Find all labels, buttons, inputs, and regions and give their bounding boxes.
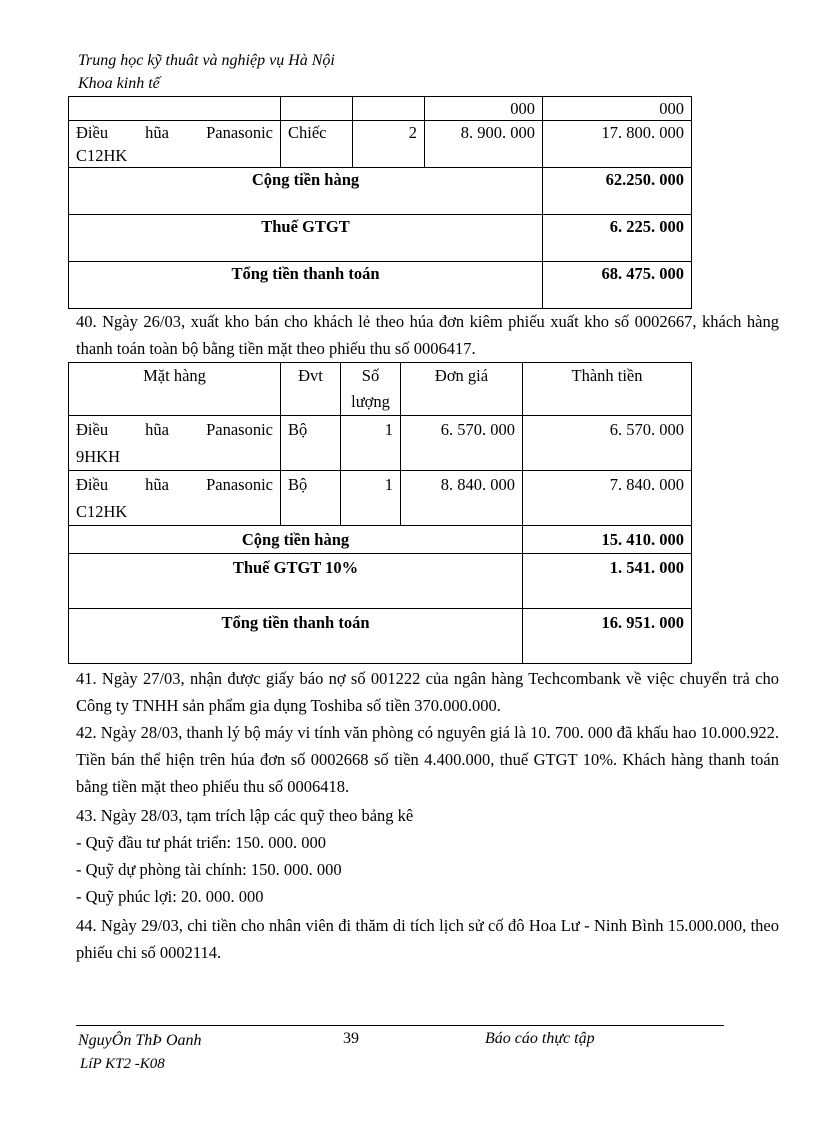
price-cell: 8. 840. 000 [401,471,523,526]
entry-44: 44. Ngày 29/03, chi tiền cho nhân viên đi thăm di tích lịch sử cố đô Hoa Lư - Ninh Bình 15.000.000, theo phiếu chi số 0002114. [76,916,779,962]
subtotal-row: Cộng tiền hàng 15. 410. 000 [69,526,692,554]
header-unit: Đvt [281,363,341,416]
table-row [69,121,692,168]
vat-row: Thuế GTGT 6. 225. 000 [69,215,692,262]
invoice-table-continued [68,96,692,309]
total-row: Tổng tiền thanh toán 68. 475. 000 [69,262,692,309]
item-cell: Điều hũa Panasonic C12HK [69,121,281,168]
header-item: Mặt hàng [69,363,281,416]
amount-cell: 7. 840. 000 [523,471,692,526]
fund-item: - Quỹ đầu tư phát triển: 150. 000. 000 [76,833,326,852]
header-price: Đơn giá [401,363,523,416]
qty-cell: 2 [353,121,425,168]
fund-item: - Quỹ phúc lợi: 20. 000. 000 [76,887,264,906]
price-cell: 000 [425,97,543,121]
amount-cell: 000 [543,97,692,121]
unit-cell: Bộ [281,416,341,471]
vat-row: Thuế GTGT 10% 1. 541. 000 [69,554,692,609]
amount-cell: 17. 800. 000 [543,121,692,168]
footer-divider [76,1025,724,1026]
subtotal-row: Cộng tiền hàng 62.250. 000 [69,168,692,215]
amount-cell: 6. 570. 000 [523,416,692,471]
qty-cell: 1 [341,416,401,471]
total-row: Tổng tiền thanh toán 16. 951. 000 [69,609,692,664]
entry-41: 41. Ngày 27/03, nhận được giấy báo nợ số 001222 của ngân hàng Techcombank về việc chuyển trả cho Công ty TNHH sản phẩm gia dụng Toshiba số tiền 370.000.000. [76,669,779,715]
footer-class: LíP KT2 -K08 [80,1056,165,1072]
price-cell: 6. 570. 000 [401,416,523,471]
header-amount: Thành tiền [523,363,692,416]
page-number: 39 [343,1030,359,1047]
unit-cell: Bộ [281,471,341,526]
unit-cell: Chiếc [281,121,353,168]
footer-author: NguyÔn ThÞ Oanh [78,1032,202,1049]
invoice-table [68,362,692,664]
table-row [69,471,692,526]
price-cell: 8. 900. 000 [425,121,543,168]
header-qty: Số lượng [341,363,401,416]
item-cell: Điều hũa Panasonic C12HK [69,471,281,526]
table-header-row [69,363,692,416]
footer-report-title: Báo cáo thực tập [485,1030,595,1047]
entry-40: 40. Ngày 26/03, xuất kho bán cho khách lẻ theo húa đơn kiêm phiếu xuất kho số 0002667, khách hàng thanh toán toàn bộ bằng tiền mặt theo phiếu thu số 0006417. [76,312,779,358]
table-row [69,416,692,471]
faculty-name: Khoa kinh tế [78,75,160,92]
entry-43: 43. Ngày 28/03, tạm trích lập các quỹ theo bảng kê [76,806,414,825]
entry-42: 42. Ngày 28/03, thanh lý bộ máy vi tính văn phòng có nguyên giá là 10. 700. 000 đã khấu hao 10.000.922. Tiền bán thể hiện trên húa đơn số 0002668 số tiền 4.400.000, thuế GTGT 10%. Khách hàng thanh toán bằng tiền mặt theo phiếu thu số 0006418. [76,723,779,796]
table-row [69,97,692,121]
qty-cell: 1 [341,471,401,526]
fund-item: - Quỹ dự phòng tài chính: 150. 000. 000 [76,860,342,879]
item-cell: Điều hũa Panasonic 9HKH [69,416,281,471]
school-name: Trung học kỹ thuât và nghiệp vụ Hà Nội [78,52,335,69]
